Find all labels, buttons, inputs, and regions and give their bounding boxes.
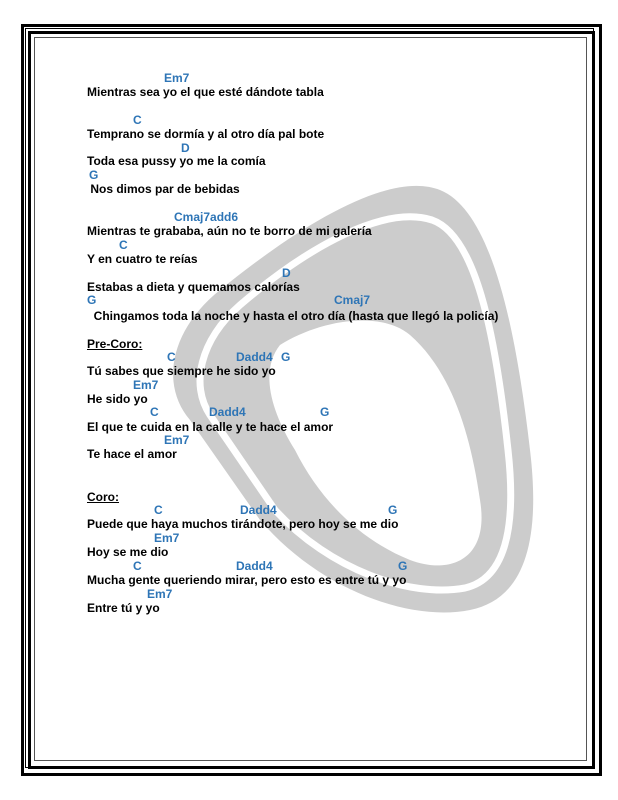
- lyric-line: Y en cuatro te reías: [87, 252, 198, 266]
- chord: G: [281, 350, 291, 364]
- lyric-line: Mientras sea yo el que esté dándote tabla: [87, 85, 324, 99]
- lyric-line: Chingamos toda la noche y hasta el otro día (hasta que llegó la policía): [87, 309, 499, 323]
- rounded-triangle-logo-icon: [150, 170, 540, 630]
- chord: Dadd4: [209, 405, 246, 419]
- chord: C: [154, 503, 163, 517]
- lyric-line: Nos dimos par de bebidas: [87, 182, 240, 196]
- chord: Cmaj7: [334, 293, 371, 307]
- chord: Em7: [154, 531, 180, 545]
- chord: C: [119, 238, 128, 252]
- chord: G: [320, 405, 330, 419]
- chord: Em7: [164, 71, 190, 85]
- lyric-line: Temprano se dormía y al otro día pal bote: [87, 127, 325, 141]
- lyric-line: El que te cuida en la calle y te hace el amor: [87, 420, 334, 434]
- chord: C: [133, 559, 142, 573]
- chord: D: [282, 266, 291, 280]
- chord: D: [181, 141, 190, 155]
- chord: C: [133, 113, 142, 127]
- chord: G: [89, 168, 99, 182]
- chord: Dadd4: [240, 503, 277, 517]
- chord: Dadd4: [236, 350, 273, 364]
- lyric-line: Hoy se me dio: [87, 545, 169, 559]
- lyric-line: Estabas a dieta y quemamos calorías: [87, 280, 300, 294]
- lyric-line: Tú sabes que siempre he sido yo: [87, 364, 276, 378]
- chord: G: [398, 559, 408, 573]
- chord: Em7: [133, 378, 159, 392]
- lyric-line: Toda esa pussy yo me la comía: [87, 154, 266, 168]
- section-heading-coro: Coro:: [87, 490, 119, 504]
- chord: Dadd4: [236, 559, 273, 573]
- lyric-line: Puede que haya muchos tirándote, pero hoy se me dio: [87, 517, 399, 531]
- section-heading-precoro: Pre-Coro:: [87, 337, 143, 351]
- chord: Em7: [164, 433, 190, 447]
- lyric-line: Mucha gente queriendo mirar, pero esto es entre tú y yo: [87, 573, 407, 587]
- chord: C: [150, 405, 159, 419]
- lyric-line: Te hace el amor: [87, 447, 177, 461]
- chord: G: [388, 503, 398, 517]
- lyric-line: Mientras te grababa, aún no te borro de mi galería: [87, 224, 372, 238]
- lyric-line: Entre tú y yo: [87, 601, 160, 615]
- lyric-line: He sido yo: [87, 392, 148, 406]
- chord: C: [167, 350, 176, 364]
- chord: Em7: [147, 587, 173, 601]
- chord: Cmaj7add6: [174, 210, 239, 224]
- chord: G: [87, 293, 97, 307]
